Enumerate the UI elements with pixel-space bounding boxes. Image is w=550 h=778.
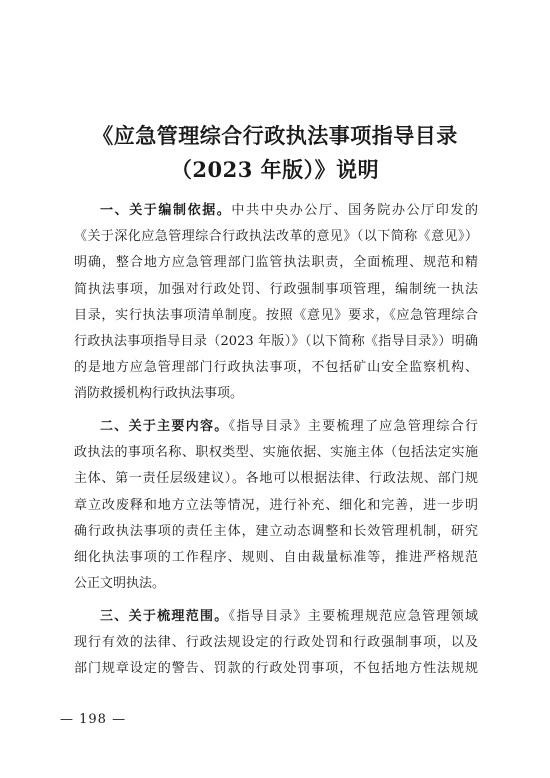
paragraph-line: 章立改废释和地方立法等情况，进行补充、细化和完善，进一步明 (74, 497, 478, 513)
paragraph-line: 消防救援机构行政执法事项。 (74, 386, 244, 402)
section-main-content (74, 414, 478, 597)
section-scope (74, 604, 478, 683)
paragraph-first-line (74, 604, 478, 630)
document-title-line-2: （2023 年版）》说明 (170, 157, 380, 182)
paragraph-line: 简执法事项，加强对行政处罚、行政强制事项管理，编制统一执法 (74, 281, 478, 297)
paragraph-line: 行政执法事项指导目录（2023 年版）》（以下简称《指导目录》）明确 (74, 333, 478, 349)
paragraph-line: 现行有效的法律、行政法规设定的行政处罚和行政强制事项，以及 (74, 635, 478, 651)
paragraph-line: 部门规章设定的警告、罚款的行政处罚事项，不包括地方性法规规 (74, 661, 478, 677)
paragraph-line: 目录，实行执法事项清单制度。按照《意见》要求，《应急管理综合 (74, 307, 478, 323)
page-number: — 198 — (60, 712, 127, 727)
paragraph-line: 确行政执法事项的责任主体，建立动态调整和长效管理机制，研究 (74, 523, 478, 539)
document-title-line-1: 《应急管理综合行政执法事项指导目录 (92, 123, 458, 148)
section-heading: 三、关于梳理范围。 (100, 609, 229, 624)
paragraph-text: 《指导目录》主要梳理了应急管理综合行 (228, 419, 478, 434)
section-heading: 二、关于主要内容。 (100, 419, 229, 434)
paragraph-line: 《关于深化应急管理综合行政执法改革的意见》（以下简称《意见》） (74, 229, 478, 245)
paragraph-line: 公正文明执法。 (74, 576, 166, 592)
paragraph-line: 明确，整合地方应急管理部门监管执法职责，全面梳理、规范和精 (74, 255, 478, 271)
section-heading: 一、关于编制依据。 (100, 203, 232, 218)
paragraph-line: 政执法的事项名称、职权类型、实施依据、实施主体（包括法定实施 (74, 445, 478, 461)
paragraph-text: 《指导目录》主要梳理规范应急管理领域 (228, 609, 478, 624)
paragraph-line: 主体、第一责任层级建议）。各地可以根据法律、行政法规、部门规 (74, 471, 478, 487)
paragraph-text: 中共中央办公厅、国务院办公厅印发的 (231, 203, 478, 218)
paragraph-first-line (74, 414, 478, 440)
paragraph-line: 的是地方应急管理部门行政执法事项，不包括矿山安全监察机构、 (74, 360, 478, 376)
paragraph-first-line (74, 198, 478, 224)
section-compilation-basis (74, 198, 478, 408)
paragraph-line: 细化执法事项的工作程序、规则、自由裁量标准等，推进严格规范 (74, 549, 478, 565)
